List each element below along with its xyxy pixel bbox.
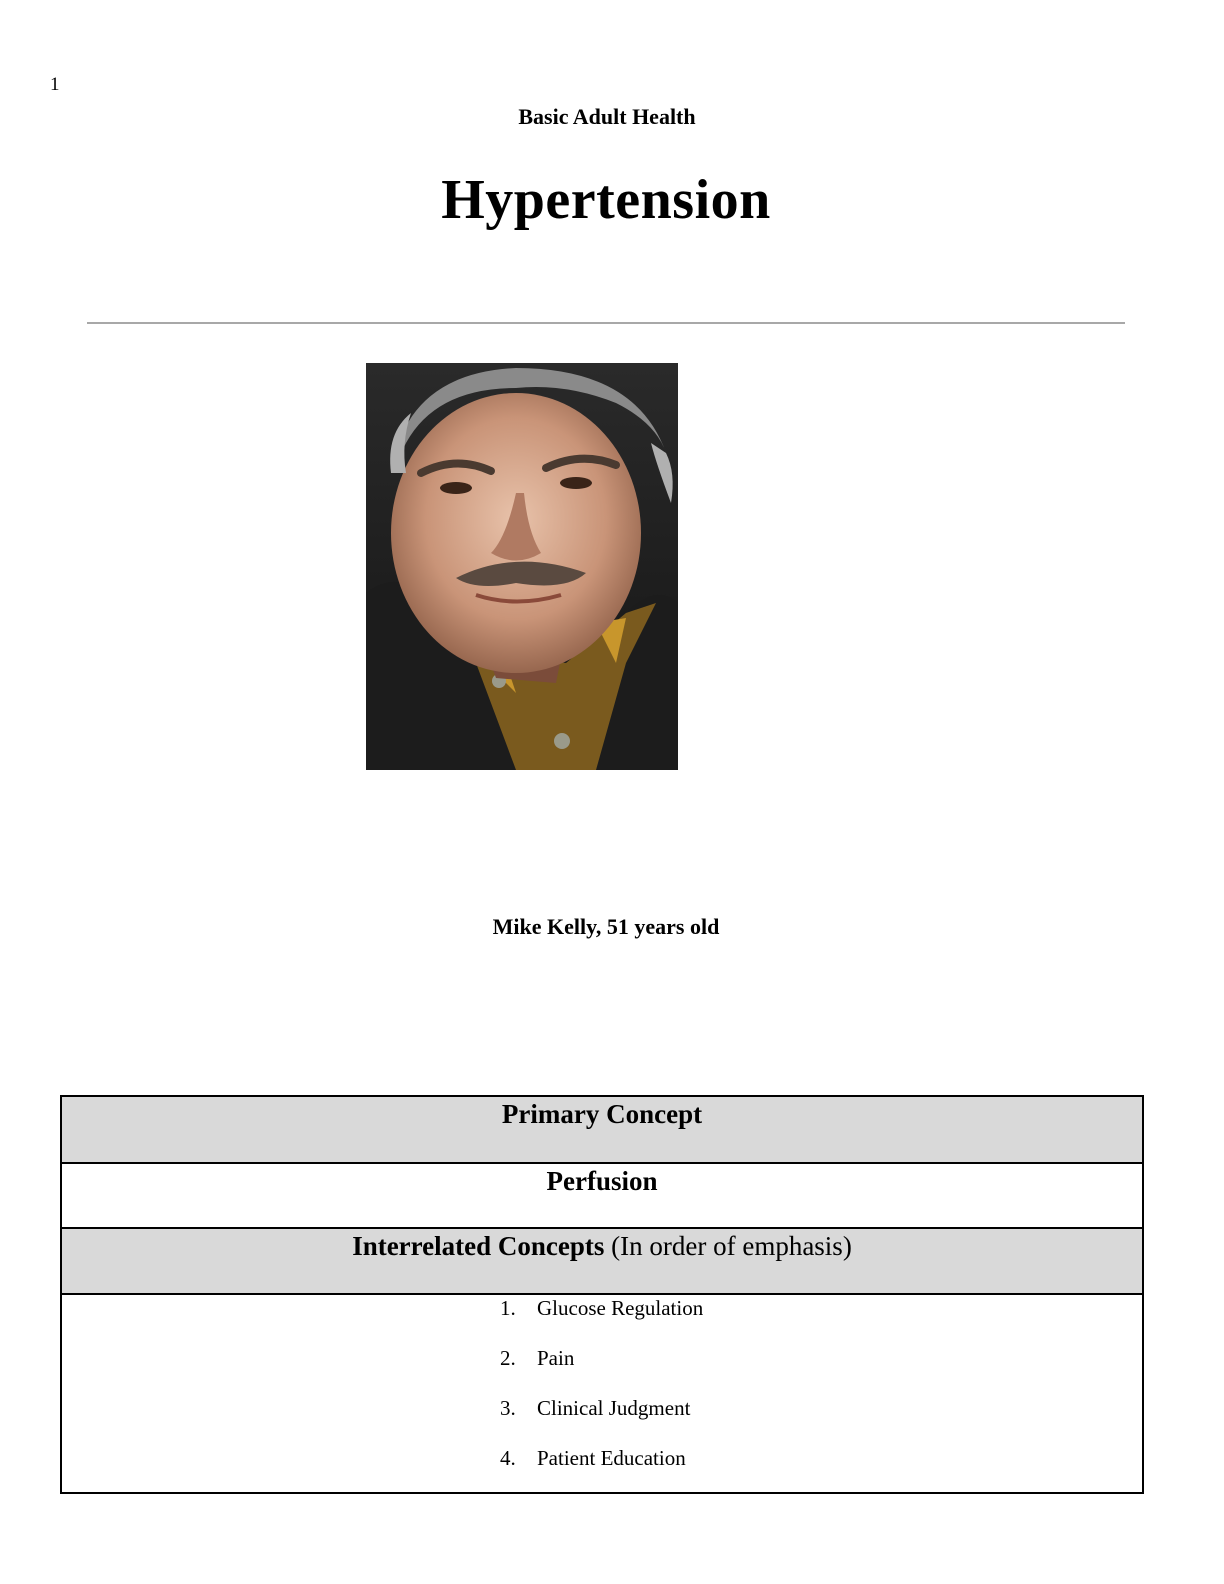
- primary-concept-value-row: [62, 1162, 1142, 1227]
- interrelated-concepts-header: [62, 1229, 1142, 1260]
- list-item-label: Patient Education: [537, 1446, 686, 1470]
- interrelated-concepts-title: Interrelated Concepts: [352, 1231, 605, 1261]
- list-item-number: 3.: [500, 1396, 516, 1420]
- interrelated-concepts-header-row: [62, 1227, 1142, 1293]
- list-item: [500, 1397, 703, 1447]
- patient-photo: [366, 363, 678, 770]
- page-title: Hypertension: [441, 169, 771, 231]
- list-item-label: Pain: [537, 1346, 575, 1370]
- list-item: [500, 1447, 703, 1497]
- page-number: 1: [50, 74, 60, 95]
- list-item-label: Clinical Judgment: [537, 1396, 691, 1420]
- primary-concept-header: Primary Concept: [501, 1099, 703, 1129]
- list-item: [500, 1347, 703, 1397]
- interrelated-concepts-list-row: [62, 1293, 1142, 1492]
- horizontal-rule: [87, 322, 1125, 324]
- concept-table: [60, 1095, 1144, 1494]
- list-item-number: 1.: [500, 1296, 516, 1320]
- course-title: Basic Adult Health: [518, 104, 696, 129]
- interrelated-concepts-note: (In order of emphasis): [604, 1231, 852, 1261]
- primary-concept-header-row: [62, 1097, 1142, 1162]
- list-item: [500, 1297, 703, 1347]
- list-item-label: Glucose Regulation: [537, 1296, 704, 1320]
- patient-caption: Mike Kelly, 51 years old: [492, 914, 720, 939]
- primary-concept-value: Perfusion: [546, 1166, 658, 1196]
- list-item-number: 2.: [500, 1346, 516, 1370]
- interrelated-concepts-list: [500, 1297, 703, 1497]
- list-item-number: 4.: [500, 1446, 516, 1470]
